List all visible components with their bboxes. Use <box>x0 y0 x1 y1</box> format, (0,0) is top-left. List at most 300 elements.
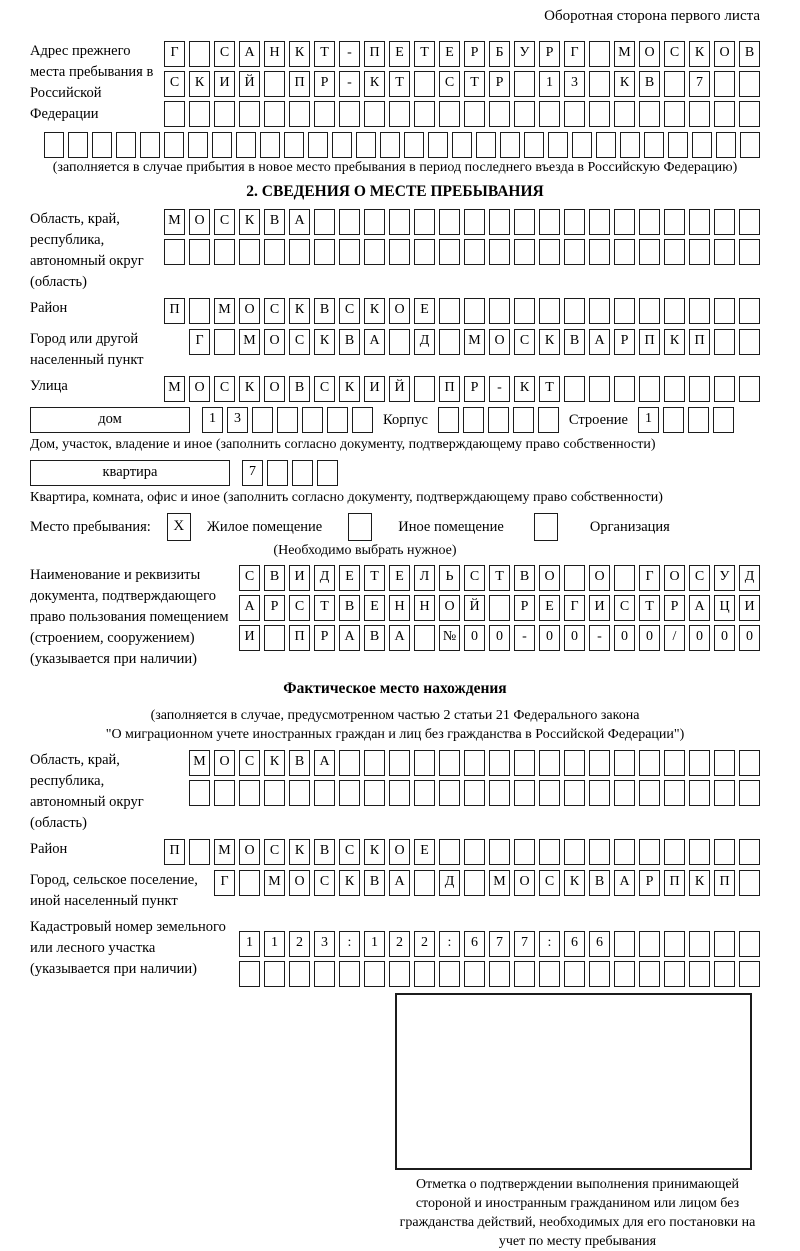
char-cell[interactable]: А <box>689 595 710 621</box>
char-cell[interactable]: Р <box>514 595 535 621</box>
char-cell[interactable] <box>489 750 510 776</box>
char-cell[interactable] <box>264 239 285 265</box>
char-cell[interactable]: В <box>264 565 285 591</box>
char-cell[interactable]: Е <box>414 298 435 324</box>
char-cell[interactable]: К <box>239 209 260 235</box>
char-cell[interactable]: К <box>264 750 285 776</box>
char-cell[interactable]: О <box>189 209 210 235</box>
char-cell[interactable] <box>389 209 410 235</box>
char-cell[interactable]: К <box>189 71 210 97</box>
char-cell[interactable] <box>489 961 510 987</box>
char-cell[interactable] <box>439 839 460 865</box>
char-cell[interactable] <box>689 931 710 957</box>
char-cell[interactable]: О <box>214 750 235 776</box>
char-cell[interactable]: К <box>614 71 635 97</box>
char-cell[interactable] <box>239 780 260 806</box>
char-cell[interactable]: А <box>614 870 635 896</box>
char-cell[interactable]: - <box>514 625 535 651</box>
char-cell[interactable] <box>614 239 635 265</box>
char-cell[interactable]: 1 <box>364 931 385 957</box>
char-cell[interactable] <box>664 376 685 402</box>
char-cell[interactable] <box>689 376 710 402</box>
char-cell[interactable] <box>589 750 610 776</box>
char-cell[interactable]: 7 <box>689 71 710 97</box>
char-cell[interactable] <box>164 239 185 265</box>
char-cell[interactable]: П <box>664 870 685 896</box>
char-cell[interactable] <box>464 101 485 127</box>
char-cell[interactable]: Т <box>314 595 335 621</box>
char-cell[interactable] <box>639 239 660 265</box>
char-cell[interactable]: О <box>264 376 285 402</box>
char-cell[interactable]: У <box>714 565 735 591</box>
char-cell[interactable]: В <box>264 209 285 235</box>
char-cell[interactable] <box>614 750 635 776</box>
char-cell[interactable]: 1 <box>202 407 223 433</box>
char-cell[interactable]: К <box>339 376 360 402</box>
char-cell[interactable]: Й <box>239 71 260 97</box>
char-cell[interactable]: А <box>314 750 335 776</box>
char-cell[interactable]: П <box>289 71 310 97</box>
char-cell[interactable] <box>664 750 685 776</box>
char-cell[interactable]: М <box>264 870 285 896</box>
char-cell[interactable] <box>589 71 610 97</box>
char-cell[interactable] <box>189 839 210 865</box>
char-cell[interactable] <box>614 209 635 235</box>
char-cell[interactable]: В <box>364 625 385 651</box>
char-cell[interactable] <box>289 239 310 265</box>
char-cell[interactable]: 0 <box>614 625 635 651</box>
char-cell[interactable]: В <box>314 839 335 865</box>
char-cell[interactable] <box>380 132 400 158</box>
char-cell[interactable] <box>639 298 660 324</box>
char-cell[interactable] <box>252 407 273 433</box>
char-cell[interactable] <box>589 780 610 806</box>
char-cell[interactable] <box>689 839 710 865</box>
char-cell[interactable]: О <box>639 41 660 67</box>
char-cell[interactable] <box>564 298 585 324</box>
char-cell[interactable] <box>639 839 660 865</box>
char-cell[interactable] <box>414 870 435 896</box>
char-cell[interactable]: 0 <box>739 625 760 651</box>
char-cell[interactable] <box>339 101 360 127</box>
char-cell[interactable] <box>439 780 460 806</box>
char-cell[interactable]: О <box>239 839 260 865</box>
char-cell[interactable] <box>264 780 285 806</box>
char-cell[interactable]: Т <box>364 565 385 591</box>
char-cell[interactable] <box>589 41 610 67</box>
char-cell[interactable] <box>524 132 544 158</box>
char-cell[interactable] <box>739 329 760 355</box>
char-cell[interactable]: 7 <box>489 931 510 957</box>
char-cell[interactable]: Р <box>264 595 285 621</box>
char-cell[interactable]: В <box>564 329 585 355</box>
char-cell[interactable]: С <box>314 870 335 896</box>
char-cell[interactable]: Г <box>564 595 585 621</box>
char-cell[interactable] <box>302 407 323 433</box>
char-cell[interactable]: Д <box>414 329 435 355</box>
char-cell[interactable]: 1 <box>539 71 560 97</box>
char-cell[interactable]: П <box>639 329 660 355</box>
char-cell[interactable] <box>644 132 664 158</box>
char-cell[interactable] <box>639 931 660 957</box>
char-cell[interactable]: Е <box>439 41 460 67</box>
char-cell[interactable]: В <box>289 750 310 776</box>
char-cell[interactable]: К <box>289 298 310 324</box>
char-cell[interactable]: О <box>389 839 410 865</box>
char-cell[interactable]: Р <box>314 71 335 97</box>
char-cell[interactable]: П <box>439 376 460 402</box>
char-cell[interactable] <box>739 101 760 127</box>
char-cell[interactable] <box>514 239 535 265</box>
char-cell[interactable] <box>414 625 435 651</box>
char-cell[interactable] <box>414 780 435 806</box>
char-cell[interactable]: : <box>439 931 460 957</box>
char-cell[interactable]: И <box>239 625 260 651</box>
char-cell[interactable]: С <box>464 565 485 591</box>
char-cell[interactable] <box>689 239 710 265</box>
char-cell[interactable]: 0 <box>689 625 710 651</box>
char-cell[interactable] <box>713 407 734 433</box>
char-cell[interactable] <box>664 101 685 127</box>
char-cell[interactable] <box>364 239 385 265</box>
char-cell[interactable]: Д <box>314 565 335 591</box>
char-cell[interactable] <box>739 839 760 865</box>
char-cell[interactable]: Т <box>389 71 410 97</box>
char-cell[interactable] <box>513 407 534 433</box>
char-cell[interactable] <box>614 931 635 957</box>
char-cell[interactable]: К <box>364 298 385 324</box>
char-cell[interactable] <box>92 132 112 158</box>
char-cell[interactable] <box>339 750 360 776</box>
char-cell[interactable] <box>364 780 385 806</box>
organization-checkbox[interactable] <box>534 513 558 541</box>
char-cell[interactable]: Ц <box>714 595 735 621</box>
char-cell[interactable] <box>439 298 460 324</box>
char-cell[interactable]: Д <box>739 565 760 591</box>
char-cell[interactable] <box>539 839 560 865</box>
char-cell[interactable] <box>639 750 660 776</box>
char-cell[interactable]: О <box>439 595 460 621</box>
char-cell[interactable]: П <box>689 329 710 355</box>
char-cell[interactable] <box>539 961 560 987</box>
char-cell[interactable]: О <box>589 565 610 591</box>
char-cell[interactable] <box>189 41 210 67</box>
char-cell[interactable] <box>414 376 435 402</box>
char-cell[interactable]: О <box>514 870 535 896</box>
char-cell[interactable]: С <box>239 565 260 591</box>
char-cell[interactable]: М <box>214 298 235 324</box>
char-cell[interactable]: М <box>614 41 635 67</box>
char-cell[interactable]: А <box>389 870 410 896</box>
char-cell[interactable]: Р <box>464 41 485 67</box>
char-cell[interactable] <box>714 239 735 265</box>
char-cell[interactable]: М <box>189 750 210 776</box>
char-cell[interactable]: 0 <box>539 625 560 651</box>
char-cell[interactable] <box>589 961 610 987</box>
char-cell[interactable]: 0 <box>639 625 660 651</box>
char-cell[interactable]: П <box>364 41 385 67</box>
char-cell[interactable] <box>714 71 735 97</box>
char-cell[interactable] <box>614 376 635 402</box>
char-cell[interactable] <box>739 298 760 324</box>
char-cell[interactable]: Ь <box>439 565 460 591</box>
char-cell[interactable]: У <box>514 41 535 67</box>
char-cell[interactable] <box>739 376 760 402</box>
char-cell[interactable]: К <box>539 329 560 355</box>
char-cell[interactable]: Т <box>414 41 435 67</box>
char-cell[interactable] <box>663 407 684 433</box>
char-cell[interactable] <box>277 407 298 433</box>
char-cell[interactable]: К <box>339 870 360 896</box>
char-cell[interactable] <box>489 839 510 865</box>
char-cell[interactable] <box>464 750 485 776</box>
char-cell[interactable] <box>339 961 360 987</box>
char-cell[interactable] <box>364 750 385 776</box>
char-cell[interactable] <box>314 780 335 806</box>
other-premises-checkbox[interactable] <box>348 513 372 541</box>
char-cell[interactable] <box>317 460 338 486</box>
char-cell[interactable]: В <box>314 298 335 324</box>
char-cell[interactable] <box>464 239 485 265</box>
char-cell[interactable] <box>464 209 485 235</box>
char-cell[interactable]: Й <box>389 376 410 402</box>
char-cell[interactable] <box>212 132 232 158</box>
char-cell[interactable]: П <box>164 839 185 865</box>
char-cell[interactable] <box>689 298 710 324</box>
char-cell[interactable] <box>514 780 535 806</box>
char-cell[interactable]: А <box>239 41 260 67</box>
char-cell[interactable] <box>489 101 510 127</box>
residential-checkbox[interactable]: X <box>167 513 191 541</box>
char-cell[interactable] <box>514 839 535 865</box>
char-cell[interactable] <box>464 780 485 806</box>
char-cell[interactable] <box>364 961 385 987</box>
char-cell[interactable] <box>438 407 459 433</box>
char-cell[interactable] <box>489 595 510 621</box>
char-cell[interactable] <box>464 870 485 896</box>
char-cell[interactable]: С <box>264 839 285 865</box>
char-cell[interactable] <box>439 209 460 235</box>
char-cell[interactable]: С <box>164 71 185 97</box>
char-cell[interactable]: 2 <box>414 931 435 957</box>
char-cell[interactable] <box>614 839 635 865</box>
char-cell[interactable]: С <box>664 41 685 67</box>
char-cell[interactable] <box>188 132 208 158</box>
char-cell[interactable]: 0 <box>714 625 735 651</box>
char-cell[interactable]: 6 <box>464 931 485 957</box>
char-cell[interactable] <box>739 750 760 776</box>
char-cell[interactable]: Й <box>464 595 485 621</box>
char-cell[interactable]: С <box>339 839 360 865</box>
char-cell[interactable]: А <box>589 329 610 355</box>
char-cell[interactable]: Т <box>314 41 335 67</box>
char-cell[interactable] <box>739 71 760 97</box>
char-cell[interactable] <box>452 132 472 158</box>
char-cell[interactable] <box>739 209 760 235</box>
char-cell[interactable] <box>538 407 559 433</box>
char-cell[interactable]: С <box>239 750 260 776</box>
char-cell[interactable]: М <box>239 329 260 355</box>
char-cell[interactable] <box>189 101 210 127</box>
char-cell[interactable] <box>664 239 685 265</box>
char-cell[interactable]: И <box>589 595 610 621</box>
char-cell[interactable]: А <box>364 329 385 355</box>
char-cell[interactable]: С <box>314 376 335 402</box>
char-cell[interactable]: С <box>514 329 535 355</box>
char-cell[interactable] <box>489 239 510 265</box>
char-cell[interactable] <box>116 132 136 158</box>
char-cell[interactable]: О <box>664 565 685 591</box>
char-cell[interactable] <box>189 239 210 265</box>
char-cell[interactable] <box>140 132 160 158</box>
char-cell[interactable]: 1 <box>239 931 260 957</box>
char-cell[interactable] <box>414 209 435 235</box>
char-cell[interactable]: Б <box>489 41 510 67</box>
char-cell[interactable] <box>389 101 410 127</box>
char-cell[interactable] <box>514 209 535 235</box>
char-cell[interactable] <box>714 839 735 865</box>
char-cell[interactable] <box>214 101 235 127</box>
char-cell[interactable] <box>589 298 610 324</box>
char-cell[interactable]: К <box>289 41 310 67</box>
char-cell[interactable] <box>714 931 735 957</box>
char-cell[interactable]: В <box>639 71 660 97</box>
char-cell[interactable] <box>364 101 385 127</box>
char-cell[interactable]: 7 <box>242 460 263 486</box>
char-cell[interactable]: П <box>289 625 310 651</box>
char-cell[interactable]: С <box>214 41 235 67</box>
char-cell[interactable] <box>692 132 712 158</box>
char-cell[interactable]: А <box>389 625 410 651</box>
char-cell[interactable] <box>589 239 610 265</box>
char-cell[interactable]: Н <box>414 595 435 621</box>
char-cell[interactable]: 6 <box>589 931 610 957</box>
char-cell[interactable]: И <box>289 565 310 591</box>
char-cell[interactable]: С <box>339 298 360 324</box>
char-cell[interactable]: Т <box>639 595 660 621</box>
char-cell[interactable]: Г <box>564 41 585 67</box>
char-cell[interactable] <box>414 71 435 97</box>
char-cell[interactable] <box>589 101 610 127</box>
char-cell[interactable]: С <box>289 329 310 355</box>
char-cell[interactable] <box>389 750 410 776</box>
char-cell[interactable] <box>389 239 410 265</box>
char-cell[interactable] <box>439 239 460 265</box>
char-cell[interactable] <box>428 132 448 158</box>
char-cell[interactable]: М <box>214 839 235 865</box>
char-cell[interactable] <box>564 839 585 865</box>
char-cell[interactable] <box>264 961 285 987</box>
char-cell[interactable]: О <box>714 41 735 67</box>
char-cell[interactable] <box>339 239 360 265</box>
char-cell[interactable] <box>639 780 660 806</box>
char-cell[interactable]: Е <box>389 41 410 67</box>
char-cell[interactable] <box>564 750 585 776</box>
char-cell[interactable] <box>664 931 685 957</box>
char-cell[interactable]: С <box>214 209 235 235</box>
char-cell[interactable]: С <box>214 376 235 402</box>
char-cell[interactable] <box>740 132 760 158</box>
char-cell[interactable]: 1 <box>264 931 285 957</box>
char-cell[interactable]: 3 <box>564 71 585 97</box>
char-cell[interactable] <box>564 961 585 987</box>
char-cell[interactable]: И <box>364 376 385 402</box>
char-cell[interactable] <box>239 870 260 896</box>
char-cell[interactable]: С <box>614 595 635 621</box>
char-cell[interactable] <box>714 780 735 806</box>
char-cell[interactable] <box>314 961 335 987</box>
char-cell[interactable] <box>164 101 185 127</box>
char-cell[interactable] <box>564 239 585 265</box>
char-cell[interactable] <box>689 961 710 987</box>
char-cell[interactable]: С <box>439 71 460 97</box>
char-cell[interactable]: К <box>564 870 585 896</box>
char-cell[interactable] <box>514 961 535 987</box>
char-cell[interactable]: В <box>339 329 360 355</box>
char-cell[interactable]: О <box>289 870 310 896</box>
char-cell[interactable] <box>439 101 460 127</box>
char-cell[interactable] <box>68 132 88 158</box>
char-cell[interactable] <box>689 750 710 776</box>
char-cell[interactable] <box>639 961 660 987</box>
char-cell[interactable] <box>739 239 760 265</box>
char-cell[interactable] <box>264 625 285 651</box>
char-cell[interactable] <box>239 101 260 127</box>
char-cell[interactable]: О <box>264 329 285 355</box>
char-cell[interactable] <box>314 239 335 265</box>
char-cell[interactable]: Р <box>614 329 635 355</box>
char-cell[interactable] <box>414 101 435 127</box>
char-cell[interactable]: М <box>489 870 510 896</box>
char-cell[interactable] <box>514 101 535 127</box>
char-cell[interactable]: 0 <box>489 625 510 651</box>
char-cell[interactable] <box>264 71 285 97</box>
char-cell[interactable]: Г <box>639 565 660 591</box>
char-cell[interactable] <box>239 239 260 265</box>
char-cell[interactable] <box>714 298 735 324</box>
char-cell[interactable] <box>439 961 460 987</box>
char-cell[interactable]: О <box>539 565 560 591</box>
char-cell[interactable] <box>189 298 210 324</box>
char-cell[interactable]: К <box>514 376 535 402</box>
char-cell[interactable] <box>714 961 735 987</box>
char-cell[interactable] <box>189 780 210 806</box>
char-cell[interactable]: Р <box>314 625 335 651</box>
char-cell[interactable] <box>356 132 376 158</box>
char-cell[interactable]: 2 <box>389 931 410 957</box>
char-cell[interactable] <box>489 209 510 235</box>
char-cell[interactable] <box>664 209 685 235</box>
char-cell[interactable]: М <box>464 329 485 355</box>
char-cell[interactable] <box>339 780 360 806</box>
char-cell[interactable]: 3 <box>314 931 335 957</box>
char-cell[interactable] <box>639 209 660 235</box>
char-cell[interactable] <box>614 298 635 324</box>
char-cell[interactable] <box>439 329 460 355</box>
char-cell[interactable] <box>714 376 735 402</box>
char-cell[interactable] <box>714 329 735 355</box>
char-cell[interactable]: Н <box>389 595 410 621</box>
char-cell[interactable] <box>164 132 184 158</box>
char-cell[interactable] <box>214 329 235 355</box>
char-cell[interactable] <box>689 101 710 127</box>
char-cell[interactable] <box>489 298 510 324</box>
char-cell[interactable]: Т <box>464 71 485 97</box>
char-cell[interactable] <box>664 839 685 865</box>
char-cell[interactable]: № <box>439 625 460 651</box>
char-cell[interactable] <box>564 101 585 127</box>
char-cell[interactable] <box>476 132 496 158</box>
